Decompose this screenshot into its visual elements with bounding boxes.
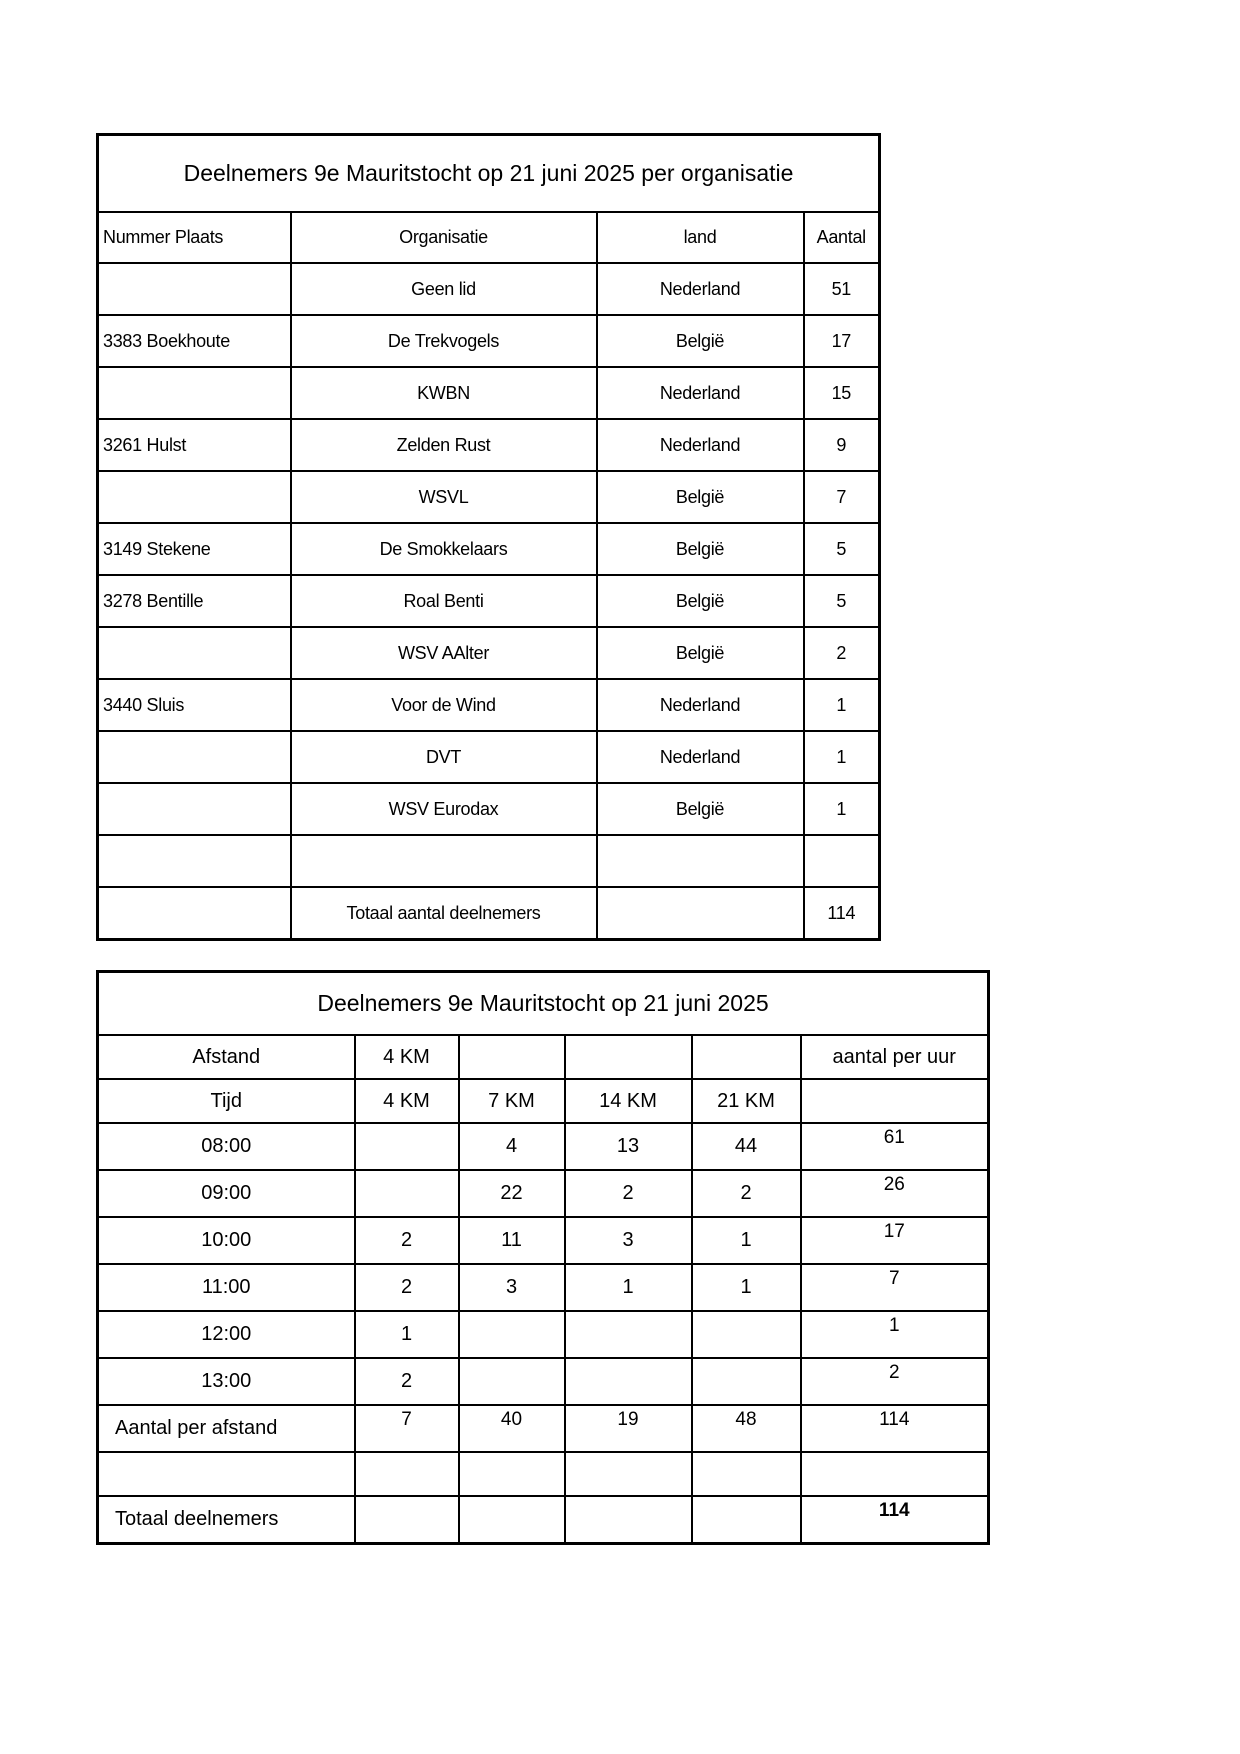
aantal-per-uur-cell: 7 — [801, 1264, 989, 1311]
value-cell: 4 — [459, 1123, 565, 1170]
land-cell: België — [597, 627, 804, 679]
table-row — [98, 1170, 989, 1217]
tijd-label-cell: Tijd — [98, 1079, 355, 1123]
value-cell: 2 — [692, 1170, 801, 1217]
totaal-label-cell: Totaal deelnemers — [98, 1496, 355, 1544]
nummer-plaats-cell: 3278 Bentille — [98, 575, 291, 627]
value-cell: 1 — [565, 1264, 692, 1311]
value-cell — [355, 1496, 459, 1544]
organisatie-cell: Geen lid — [291, 263, 597, 315]
time-cell: 13:00 — [98, 1358, 355, 1405]
totaal-value-cell: 114 — [801, 1496, 989, 1544]
land-cell: Nederland — [597, 367, 804, 419]
nummer-plaats-cell — [98, 367, 291, 419]
value-cell: 2 — [355, 1358, 459, 1405]
aantal-per-uur-cell: 114 — [801, 1405, 989, 1452]
organisatie-cell: DVT — [291, 731, 597, 783]
aantal-per-uur-cell: 2 — [801, 1358, 989, 1405]
table-row — [98, 1123, 989, 1170]
organisatie-cell: Zelden Rust — [291, 419, 597, 471]
aantal-cell: 5 — [804, 575, 880, 627]
table-row — [98, 471, 880, 523]
value-cell: 48 — [692, 1405, 801, 1452]
value-cell — [692, 1496, 801, 1544]
value-cell: 3 — [459, 1264, 565, 1311]
aantal-cell: 17 — [804, 315, 880, 367]
km-cell: 14 KM — [565, 1079, 692, 1123]
aantal-per-afstand-label-cell: Aantal per afstand — [98, 1405, 355, 1452]
aantal-per-uur-cell — [801, 1079, 989, 1123]
table-header-row — [98, 212, 880, 263]
organisatie-cell — [291, 835, 597, 887]
total-value-cell: 114 — [804, 887, 880, 940]
aantal-cell: 1 — [804, 679, 880, 731]
table-row — [98, 419, 880, 471]
table-row — [98, 263, 880, 315]
aantal-cell: 51 — [804, 263, 880, 315]
km-cell: 21 KM — [692, 1079, 801, 1123]
value-cell — [355, 1170, 459, 1217]
land-cell: Nederland — [597, 679, 804, 731]
organisatie-cell: Voor de Wind — [291, 679, 597, 731]
value-cell: 1 — [692, 1217, 801, 1264]
table-row — [98, 783, 880, 835]
nummer-plaats-cell — [98, 471, 291, 523]
aantal-cell: 5 — [804, 523, 880, 575]
km-cell: 7 KM — [459, 1079, 565, 1123]
time-cell: 11:00 — [98, 1264, 355, 1311]
value-cell — [692, 1311, 801, 1358]
table-row — [98, 1311, 989, 1358]
nummer-plaats-cell — [98, 263, 291, 315]
land-cell: België — [597, 523, 804, 575]
time-cell: 09:00 — [98, 1170, 355, 1217]
land-cell: Nederland — [597, 419, 804, 471]
col-header-aantal: Aantal — [804, 212, 880, 263]
land-cell: Nederland — [597, 731, 804, 783]
organisatie-cell: Roal Benti — [291, 575, 597, 627]
organisatie-cell: De Trekvogels — [291, 315, 597, 367]
table1-title: Deelnemers 9e Mauritstocht op 21 juni 2025 per organisatie — [98, 135, 880, 213]
value-cell — [459, 1496, 565, 1544]
land-cell: Nederland — [597, 263, 804, 315]
value-cell: 3 — [565, 1217, 692, 1264]
value-cell: 2 — [355, 1217, 459, 1264]
table-row-empty — [98, 835, 880, 887]
totaal-row — [98, 1496, 989, 1544]
afstand-label-cell: Afstand — [98, 1035, 355, 1079]
value-cell — [565, 1358, 692, 1405]
value-cell: 19 — [565, 1405, 692, 1452]
aantal-cell: 2 — [804, 627, 880, 679]
time-cell: 10:00 — [98, 1217, 355, 1264]
aantal-per-uur-cell: 17 — [801, 1217, 989, 1264]
participants-per-organisation-table — [96, 133, 881, 941]
aantal-cell: 7 — [804, 471, 880, 523]
organisatie-cell: WSV AAlter — [291, 627, 597, 679]
aantal-cell: 1 — [804, 783, 880, 835]
nummer-plaats-cell — [98, 887, 291, 940]
table-row — [98, 1358, 989, 1405]
table-row — [98, 1264, 989, 1311]
km-cell — [692, 1035, 801, 1079]
value-cell: 11 — [459, 1217, 565, 1264]
aantal-cell: 1 — [804, 731, 880, 783]
land-cell — [597, 835, 804, 887]
aantal-per-afstand-row — [98, 1405, 989, 1452]
km-cell — [565, 1035, 692, 1079]
empty-cell — [692, 1452, 801, 1496]
table-row — [98, 523, 880, 575]
aantal-cell: 15 — [804, 367, 880, 419]
aantal-per-uur-cell: 26 — [801, 1170, 989, 1217]
value-cell: 22 — [459, 1170, 565, 1217]
organisatie-cell: WSV Eurodax — [291, 783, 597, 835]
afstand-header-row — [98, 1035, 989, 1079]
nummer-plaats-cell: 3440 Sluis — [98, 679, 291, 731]
nummer-plaats-cell — [98, 627, 291, 679]
km-cell: 4 KM — [355, 1079, 459, 1123]
empty-cell — [459, 1452, 565, 1496]
empty-cell — [355, 1452, 459, 1496]
table-row — [98, 679, 880, 731]
km-cell: 4 KM — [355, 1035, 459, 1079]
value-cell: 40 — [459, 1405, 565, 1452]
participants-per-hour-table — [96, 970, 990, 1545]
nummer-plaats-cell: 3261 Hulst — [98, 419, 291, 471]
value-cell: 44 — [692, 1123, 801, 1170]
empty-cell — [98, 1452, 355, 1496]
nummer-plaats-cell — [98, 783, 291, 835]
table-title-row — [98, 135, 880, 213]
aantal-cell — [804, 835, 880, 887]
table-row — [98, 367, 880, 419]
table-row — [98, 1217, 989, 1264]
empty-cell — [565, 1452, 692, 1496]
aantal-cell: 9 — [804, 419, 880, 471]
value-cell: 13 — [565, 1123, 692, 1170]
table-total-row — [98, 887, 880, 940]
tijd-header-row — [98, 1079, 989, 1123]
aantal-per-uur-header-cell: aantal per uur — [801, 1035, 989, 1079]
km-cell — [459, 1035, 565, 1079]
nummer-plaats-cell: 3383 Boekhoute — [98, 315, 291, 367]
table-row — [98, 627, 880, 679]
value-cell — [565, 1311, 692, 1358]
aantal-per-uur-cell: 1 — [801, 1311, 989, 1358]
land-cell: België — [597, 315, 804, 367]
aantal-per-uur-cell: 61 — [801, 1123, 989, 1170]
table2-title: Deelnemers 9e Mauritstocht op 21 juni 2025 — [98, 972, 989, 1036]
land-cell — [597, 887, 804, 940]
organisatie-cell: WSVL — [291, 471, 597, 523]
col-header-land: land — [597, 212, 804, 263]
land-cell: België — [597, 575, 804, 627]
value-cell: 1 — [355, 1311, 459, 1358]
table-row — [98, 575, 880, 627]
organisatie-cell: De Smokkelaars — [291, 523, 597, 575]
table-row-empty — [98, 1452, 989, 1496]
value-cell — [459, 1358, 565, 1405]
value-cell — [459, 1311, 565, 1358]
table-row — [98, 731, 880, 783]
land-cell: België — [597, 783, 804, 835]
table-title-row — [98, 972, 989, 1036]
organisatie-cell: KWBN — [291, 367, 597, 419]
col-header-organisatie: Organisatie — [291, 212, 597, 263]
land-cell: België — [597, 471, 804, 523]
value-cell: 7 — [355, 1405, 459, 1452]
table-row — [98, 315, 880, 367]
nummer-plaats-cell — [98, 731, 291, 783]
value-cell: 1 — [692, 1264, 801, 1311]
value-cell — [692, 1358, 801, 1405]
col-header-nummer-plaats: Nummer Plaats — [98, 212, 291, 263]
value-cell — [355, 1123, 459, 1170]
value-cell — [565, 1496, 692, 1544]
value-cell: 2 — [565, 1170, 692, 1217]
value-cell: 2 — [355, 1264, 459, 1311]
nummer-plaats-cell — [98, 835, 291, 887]
nummer-plaats-cell: 3149 Stekene — [98, 523, 291, 575]
total-label-cell: Totaal aantal deelnemers — [291, 887, 597, 940]
time-cell: 08:00 — [98, 1123, 355, 1170]
time-cell: 12:00 — [98, 1311, 355, 1358]
empty-cell — [801, 1452, 989, 1496]
